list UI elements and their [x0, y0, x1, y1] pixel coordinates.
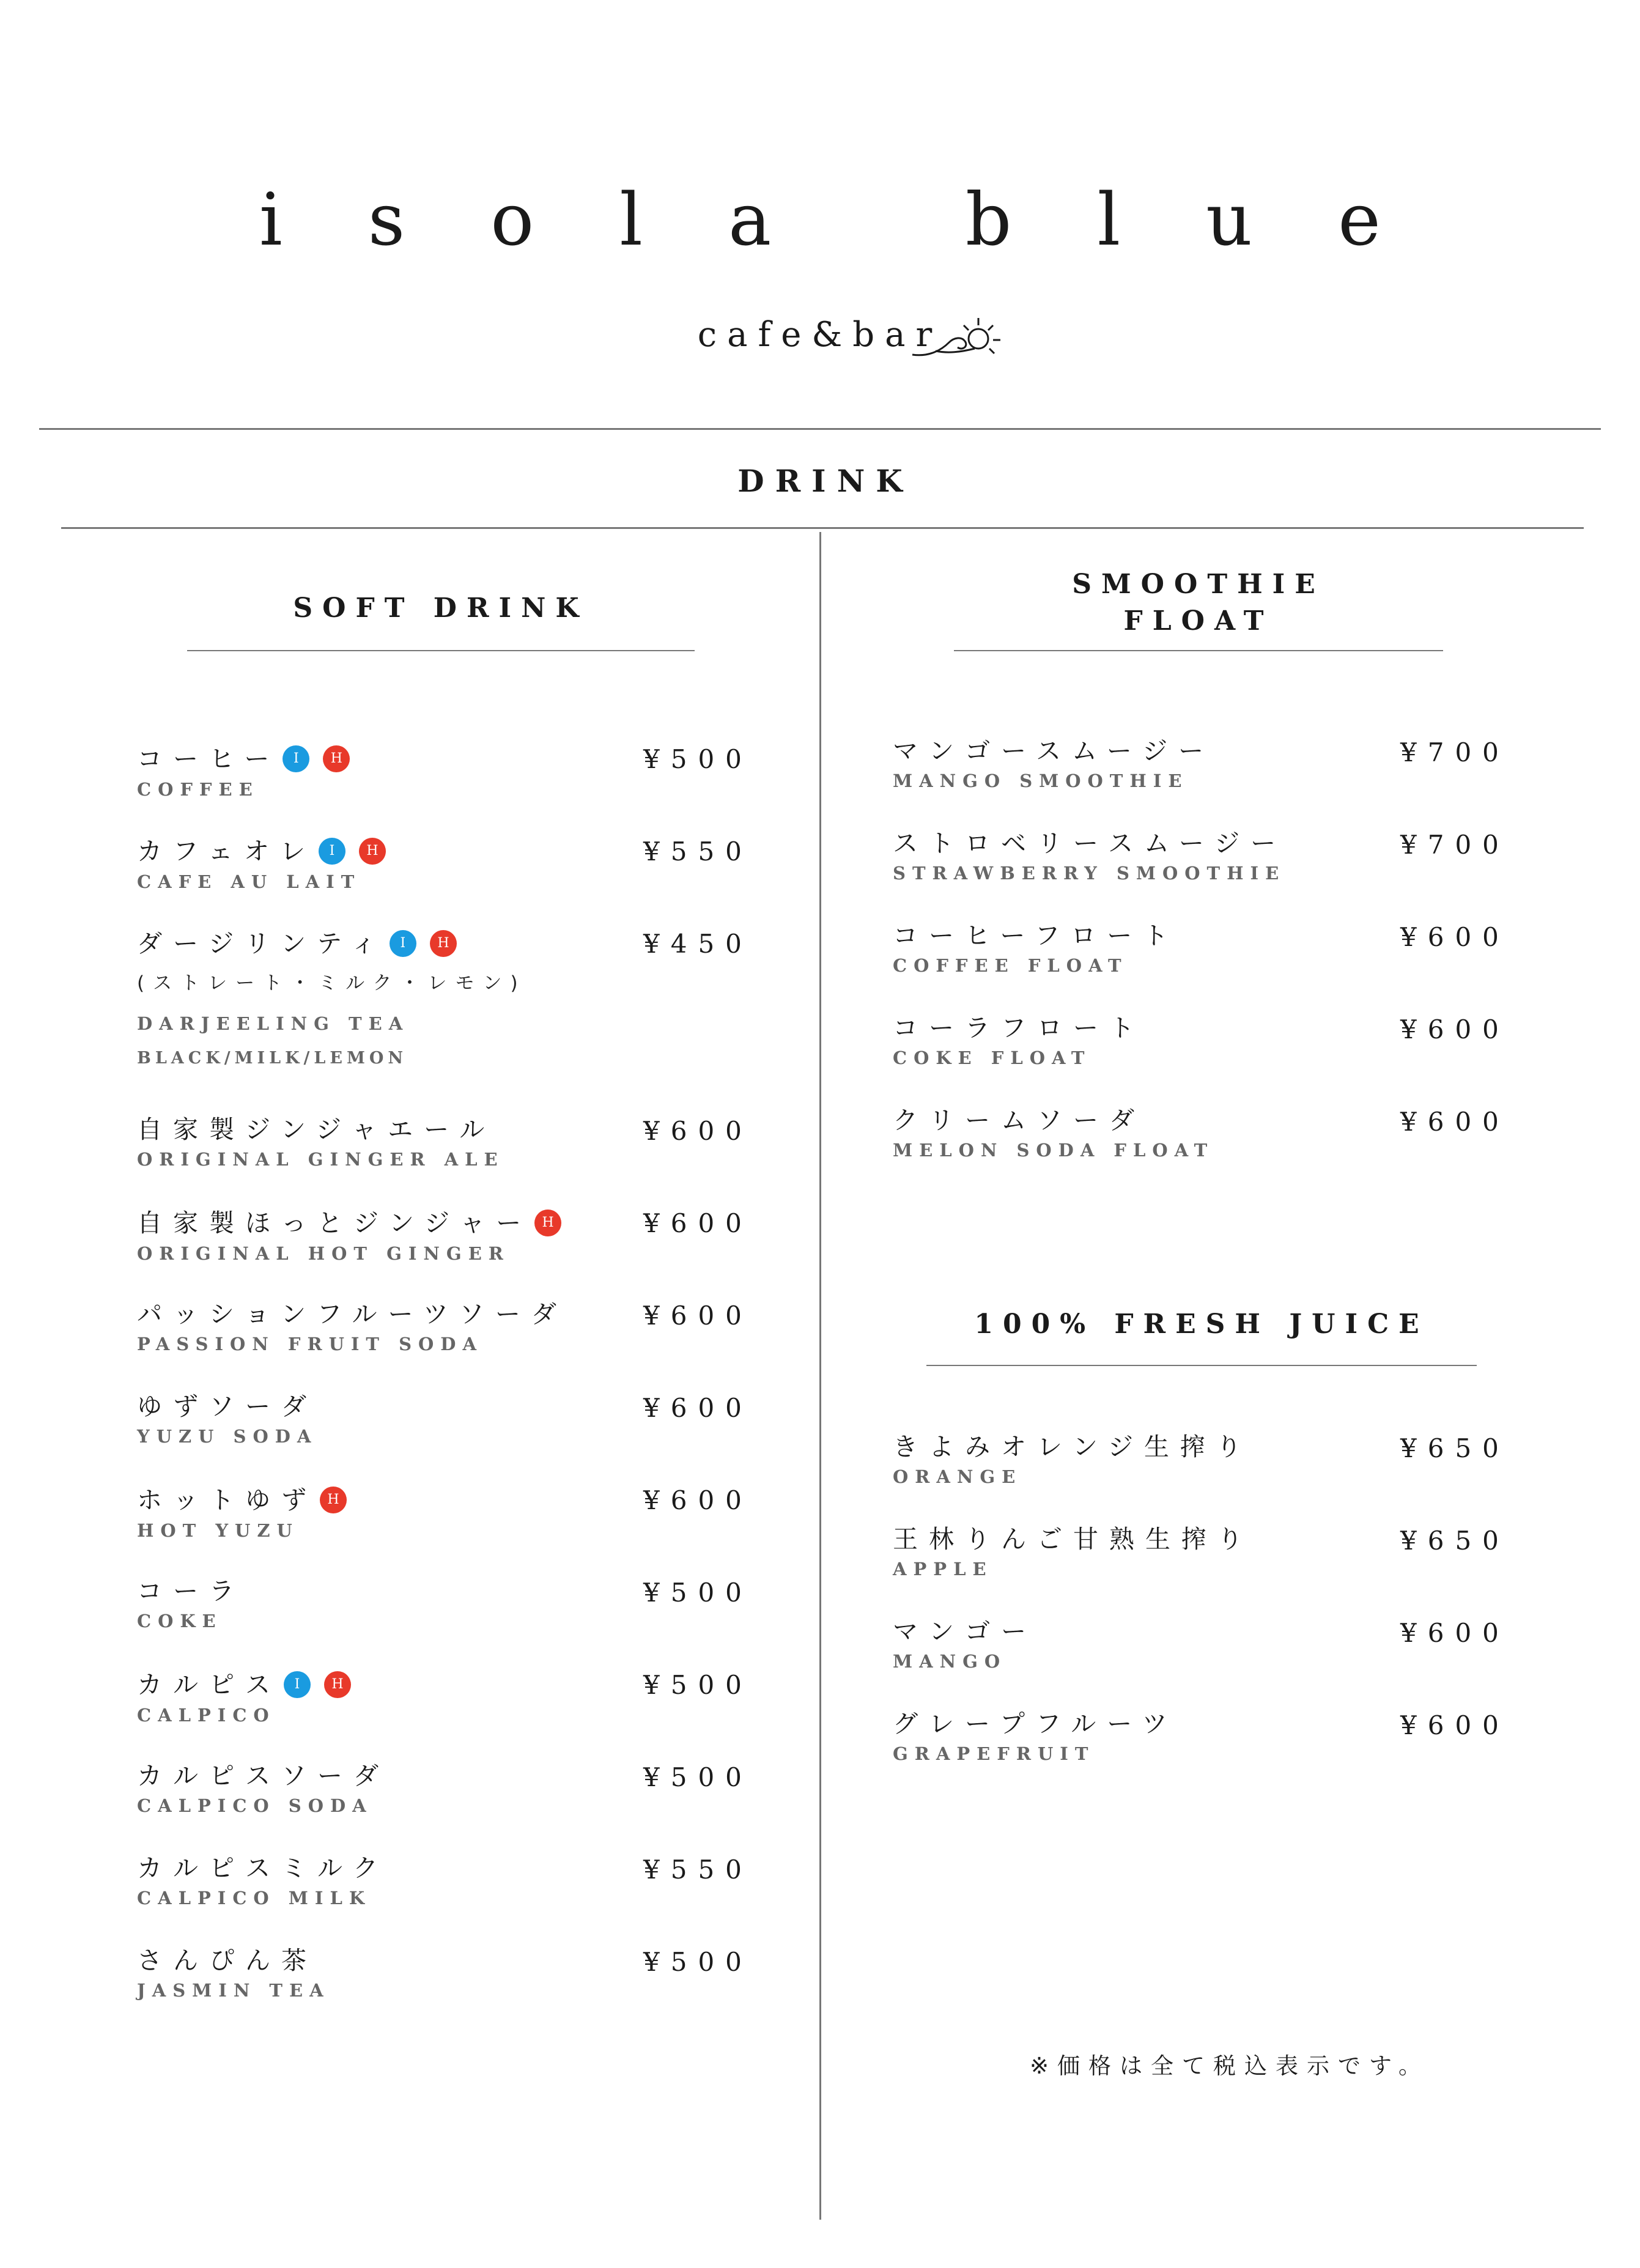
- menu-item: [137, 1487, 360, 1540]
- menu-item: [893, 1432, 1252, 1487]
- item-name-jp-text: ダージリンティ: [137, 928, 387, 958]
- item-name-jp-text: パッションフルーツソーダ: [137, 1299, 567, 1329]
- menu-item: [893, 923, 1179, 975]
- item-name-jp: [137, 1299, 567, 1329]
- item-name-en-sub: BLACK/MILK/LEMON: [137, 1049, 408, 1068]
- item-name-en: STRAWBERRY SMOOTHIE: [893, 863, 1286, 884]
- temperature-badges: [284, 1671, 364, 1698]
- item-name-jp-text: さんぴん茶: [137, 1946, 317, 1975]
- iced-badge: I: [283, 745, 309, 772]
- menu-item: [893, 1619, 1037, 1671]
- item-name-jp: [137, 1394, 317, 1419]
- temperature-badges: [534, 1210, 575, 1236]
- item-price: ¥600: [1400, 1014, 1510, 1044]
- item-name-en: GRAPEFRUIT: [893, 1743, 1095, 1764]
- hot-badge: H: [359, 838, 386, 865]
- hot-badge: H: [323, 745, 350, 772]
- menu-item: [137, 1853, 390, 1908]
- item-name-jp: [893, 1108, 1214, 1133]
- item-name-en: MANGO SMOOTHIE: [893, 770, 1189, 791]
- smoothie-title-line2: FLOAT: [1123, 605, 1274, 637]
- item-name-jp-text: コーラ: [137, 1576, 245, 1606]
- menu-item: [137, 1210, 575, 1263]
- item-price: ¥600: [643, 1301, 753, 1331]
- item-name-en: CAFE AU LAIT: [137, 871, 361, 892]
- item-name-en: CALPICO: [137, 1705, 276, 1726]
- hot-badge: H: [320, 1487, 347, 1513]
- item-name-jp-text: コーラフロート: [893, 1013, 1145, 1043]
- menu-item: [137, 1948, 330, 2000]
- item-name-en: ORANGE: [893, 1466, 1022, 1487]
- item-name-en: HOT YUZU: [137, 1520, 299, 1541]
- item-price: ¥550: [643, 1855, 753, 1885]
- menu-item: [137, 930, 526, 1066]
- item-name-jp-text: カルピス: [137, 1669, 281, 1699]
- column-divider: [819, 532, 821, 2220]
- item-name-jp-text: ホットゆず: [137, 1485, 317, 1515]
- item-name-jp: [137, 1117, 504, 1142]
- item-name-jp: [893, 923, 1179, 948]
- brand-name: isola blue: [259, 177, 1467, 262]
- menu-item: [137, 1117, 504, 1169]
- item-name-jp-text: ストロベリースムージー: [893, 829, 1287, 858]
- item-name-en: YUZU SODA: [137, 1426, 318, 1447]
- item-price: ¥600: [1400, 1618, 1510, 1648]
- item-name-jp-text: マンゴースムージー: [893, 736, 1215, 766]
- top-divider: [39, 428, 1601, 430]
- item-name-jp: [893, 1524, 1254, 1554]
- menu-item: [137, 1299, 567, 1354]
- item-price: ¥500: [643, 1670, 753, 1700]
- item-name-jp: [893, 1013, 1145, 1043]
- menu-item: [893, 1524, 1254, 1579]
- item-price: ¥600: [643, 1393, 753, 1423]
- juice-underline: [926, 1365, 1477, 1366]
- item-name-jp: [137, 1576, 245, 1606]
- item-name-jp: [137, 930, 526, 957]
- soft-drink-underline: [187, 650, 695, 651]
- item-price: ¥600: [1400, 1710, 1510, 1740]
- menu-item: [137, 1394, 317, 1446]
- menu-item: [893, 1013, 1145, 1068]
- tagline-text: cafe&bar: [697, 315, 943, 355]
- item-name-jp: [893, 1619, 1037, 1644]
- menu-item: [893, 736, 1215, 791]
- smoothie-underline: [954, 650, 1443, 651]
- menu-item: [893, 831, 1287, 882]
- item-name-en: DARJEELING TEA: [137, 1013, 410, 1034]
- item-name-jp: [893, 1709, 1178, 1738]
- smoothie-title-line1: SMOOTHIE: [1072, 569, 1325, 600]
- item-name-jp-text: 自家製ジンジャエール: [137, 1115, 496, 1144]
- temperature-badges: [283, 745, 363, 772]
- item-price: ¥500: [643, 1762, 753, 1792]
- item-price: ¥500: [643, 744, 753, 774]
- section-title-fresh-juice: 100% FRESH JUICE: [974, 1309, 1429, 1340]
- item-name-en: CALPICO MILK: [137, 1888, 372, 1908]
- item-price: ¥500: [643, 1947, 753, 1977]
- item-name-jp: [137, 1948, 330, 1973]
- item-name-jp-text: カフェオレ: [137, 836, 316, 866]
- item-price: ¥550: [643, 837, 753, 866]
- menu-item: [137, 1671, 364, 1724]
- item-name-jp-text: マンゴー: [893, 1617, 1037, 1646]
- item-name-en: JASMIN TEA: [137, 1980, 330, 2001]
- item-name-jp-text: 王林りんご甘熟生搾り: [893, 1524, 1254, 1554]
- item-name-jp-text: カルピスソーダ: [137, 1761, 390, 1790]
- temperature-badges: [320, 1487, 360, 1513]
- header-divider: [61, 527, 1584, 529]
- menu-item: [137, 745, 363, 799]
- item-name-jp: [137, 1853, 390, 1883]
- brand-tagline: [0, 315, 1640, 355]
- temperature-badges: [390, 930, 470, 957]
- iced-badge: I: [284, 1671, 311, 1698]
- item-name-jp-text: ゆずソーダ: [137, 1392, 317, 1421]
- item-name-en: COKE FLOAT: [893, 1047, 1091, 1068]
- item-price: ¥700: [1400, 830, 1510, 860]
- item-name-en: CALPICO SODA: [137, 1795, 373, 1816]
- menu-title: DRINK: [737, 463, 914, 499]
- item-name-jp: [893, 831, 1287, 856]
- item-name-en: PASSION FRUIT SODA: [137, 1334, 483, 1354]
- menu-item: [893, 1108, 1214, 1159]
- tax-note: ※価格は全て税込表示です。: [1029, 2053, 1430, 2079]
- item-name-en: MELON SODA FLOAT: [893, 1140, 1214, 1161]
- item-price: ¥600: [643, 1485, 753, 1515]
- menu-item: [893, 1709, 1178, 1764]
- hot-badge: H: [324, 1671, 351, 1698]
- item-price: ¥600: [643, 1208, 753, 1238]
- item-name-en: COFFEE FLOAT: [893, 955, 1128, 976]
- item-name-jp-text: コーヒー: [137, 744, 281, 774]
- iced-badge: I: [390, 930, 416, 957]
- item-name-en: COKE: [137, 1611, 223, 1631]
- item-price: ¥450: [643, 929, 753, 959]
- item-price: ¥650: [1400, 1433, 1510, 1463]
- item-price: ¥600: [1400, 1107, 1510, 1137]
- item-name-jp-text: 自家製ほっとジンジャー: [137, 1208, 533, 1238]
- item-name-jp: [137, 1761, 390, 1790]
- item-name-en: COFFEE: [137, 779, 259, 800]
- item-name-jp: [137, 745, 363, 772]
- item-name-en: ORIGINAL GINGER ALE: [137, 1149, 504, 1170]
- menu-item: [137, 1576, 245, 1631]
- item-name-jp-text: きよみオレンジ生搾り: [893, 1432, 1252, 1461]
- item-name-jp-text: コーヒーフロート: [893, 921, 1180, 950]
- section-title-smoothie-float: [954, 566, 1443, 640]
- item-name-jp: [137, 1671, 364, 1698]
- item-name-jp: [137, 838, 399, 865]
- item-name-jp: [893, 736, 1215, 766]
- item-name-jp-text: グレープフルーツ: [893, 1709, 1178, 1738]
- item-name-jp-text: クリームソーダ: [893, 1106, 1145, 1135]
- item-name-en: MANGO: [893, 1651, 1007, 1672]
- item-name-en: ORIGINAL HOT GINGER: [137, 1243, 510, 1264]
- temperature-badges: [319, 838, 399, 865]
- item-name-jp: [893, 1432, 1252, 1461]
- item-name-jp: [137, 1487, 360, 1513]
- item-price: ¥700: [1400, 737, 1510, 767]
- sun-wave-icon: [911, 313, 1009, 362]
- hot-badge: H: [534, 1210, 561, 1236]
- item-name-en: APPLE: [893, 1559, 993, 1579]
- hot-badge: H: [430, 930, 457, 957]
- section-title-soft-drink: SOFT DRINK: [293, 593, 589, 624]
- iced-badge: I: [319, 838, 345, 865]
- item-name-jp: [137, 1210, 575, 1236]
- menu-item: [137, 838, 399, 891]
- item-price: ¥500: [643, 1578, 753, 1608]
- item-name-jp-text: カルピスミルク: [137, 1853, 390, 1883]
- item-name-jp-sub: (ストレート・ミルク・レモン): [137, 972, 526, 994]
- menu-item: [137, 1761, 390, 1816]
- item-price: ¥600: [1400, 922, 1510, 952]
- item-price: ¥650: [1400, 1526, 1510, 1556]
- item-price: ¥600: [643, 1116, 753, 1146]
